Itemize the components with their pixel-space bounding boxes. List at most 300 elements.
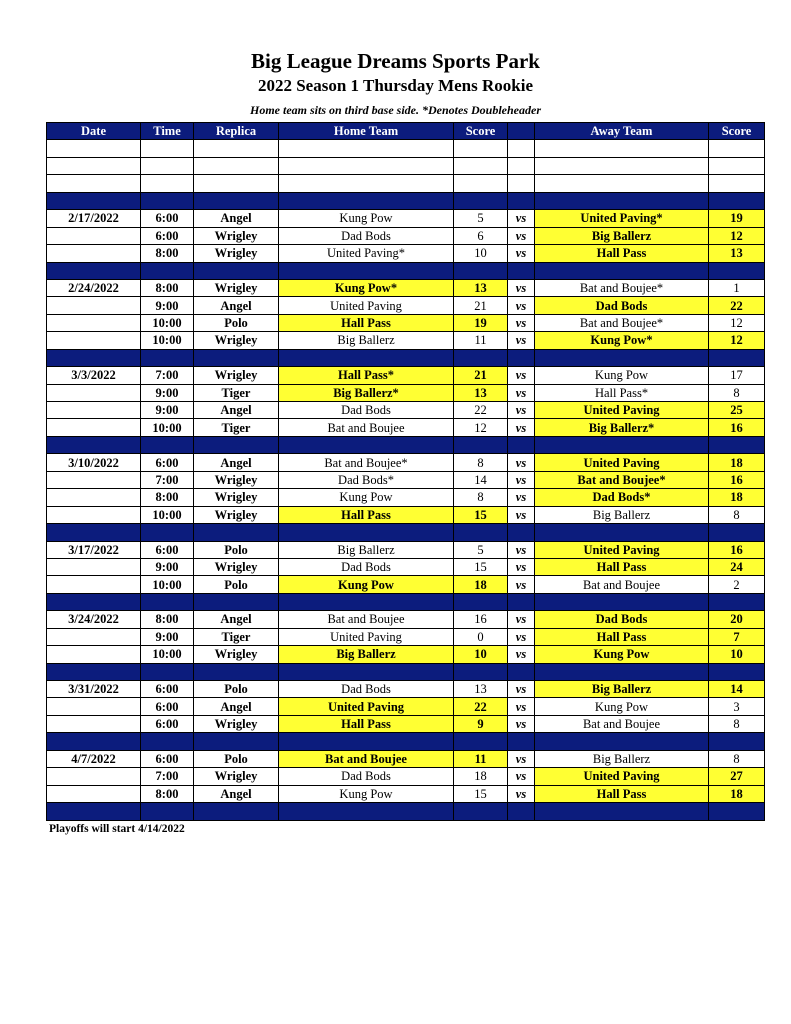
separator-cell [141, 524, 194, 541]
separator-cell [454, 593, 508, 610]
game-date [47, 419, 141, 436]
away-team: Dad Bods* [535, 489, 709, 506]
away-score: 19 [709, 210, 765, 227]
week-separator-row [47, 524, 765, 541]
game-date [47, 646, 141, 663]
home-team: Kung Pow [279, 785, 454, 802]
game-field: Polo [194, 750, 279, 767]
vs-label: vs [508, 681, 535, 698]
home-team: United Paving [279, 297, 454, 314]
game-field: Angel [194, 454, 279, 471]
away-team: Kung Pow [535, 646, 709, 663]
away-score: 14 [709, 681, 765, 698]
vs-label: vs [508, 611, 535, 628]
separator-cell [141, 192, 194, 209]
separator-cell [508, 436, 535, 453]
game-time: 8:00 [141, 489, 194, 506]
game-time: 6:00 [141, 210, 194, 227]
separator-cell [454, 733, 508, 750]
away-team: Bat and Boujee* [535, 314, 709, 331]
home-score: 13 [454, 279, 508, 296]
home-score: 11 [454, 332, 508, 349]
separator-cell [535, 803, 709, 820]
game-time: 7:00 [141, 367, 194, 384]
away-score: 7 [709, 628, 765, 645]
vs-label: vs [508, 279, 535, 296]
blank-cell [194, 157, 279, 174]
home-score: 15 [454, 785, 508, 802]
home-team: United Paving [279, 698, 454, 715]
home-score: 5 [454, 210, 508, 227]
vs-label: vs [508, 367, 535, 384]
separator-cell [454, 803, 508, 820]
separator-cell [194, 436, 279, 453]
game-row [47, 715, 765, 732]
separator-cell [141, 262, 194, 279]
away-team: Kung Pow* [535, 332, 709, 349]
separator-cell [508, 803, 535, 820]
game-row [47, 471, 765, 488]
blank-cell [454, 140, 508, 157]
game-field: Wrigley [194, 227, 279, 244]
blank-cell [535, 157, 709, 174]
blank-cell [141, 140, 194, 157]
game-date: 2/17/2022 [47, 210, 141, 227]
separator-cell [535, 593, 709, 610]
game-time: 6:00 [141, 715, 194, 732]
game-date [47, 715, 141, 732]
separator-cell [194, 349, 279, 366]
game-time: 6:00 [141, 541, 194, 558]
separator-cell [47, 593, 141, 610]
separator-cell [47, 349, 141, 366]
vs-label: vs [508, 419, 535, 436]
blank-cell [279, 157, 454, 174]
away-score: 2 [709, 576, 765, 593]
game-date: 3/3/2022 [47, 367, 141, 384]
game-field: Wrigley [194, 768, 279, 785]
game-time: 10:00 [141, 419, 194, 436]
separator-cell [454, 436, 508, 453]
game-field: Wrigley [194, 715, 279, 732]
home-team: Hall Pass [279, 506, 454, 523]
game-time: 7:00 [141, 768, 194, 785]
game-field: Wrigley [194, 506, 279, 523]
game-time: 7:00 [141, 471, 194, 488]
game-field: Wrigley [194, 279, 279, 296]
game-time: 9:00 [141, 297, 194, 314]
separator-cell [709, 663, 765, 680]
game-field: Angel [194, 402, 279, 419]
vs-label: vs [508, 402, 535, 419]
game-field: Wrigley [194, 367, 279, 384]
game-time: 9:00 [141, 558, 194, 575]
home-score: 8 [454, 489, 508, 506]
game-date [47, 314, 141, 331]
game-time: 10:00 [141, 576, 194, 593]
home-score: 15 [454, 506, 508, 523]
game-row [47, 384, 765, 401]
game-row [47, 489, 765, 506]
separator-cell [508, 524, 535, 541]
game-row [47, 541, 765, 558]
playoffs-note: Playoffs will start 4/14/2022 [49, 823, 185, 835]
blank-cell [279, 175, 454, 192]
game-date: 3/31/2022 [47, 681, 141, 698]
separator-cell [47, 262, 141, 279]
blank-cell [535, 175, 709, 192]
blank-cell [709, 175, 765, 192]
home-team: Dad Bods* [279, 471, 454, 488]
game-date [47, 245, 141, 262]
away-score: 13 [709, 245, 765, 262]
separator-cell [279, 349, 454, 366]
blank-cell [141, 157, 194, 174]
away-team: Hall Pass [535, 558, 709, 575]
away-score: 3 [709, 698, 765, 715]
vs-label: vs [508, 210, 535, 227]
away-score: 12 [709, 227, 765, 244]
game-date [47, 558, 141, 575]
game-time: 6:00 [141, 750, 194, 767]
blank-row [47, 140, 765, 157]
game-row [47, 611, 765, 628]
away-team: Hall Pass [535, 245, 709, 262]
home-team: Kung Pow [279, 210, 454, 227]
separator-cell [535, 192, 709, 209]
blank-cell [535, 140, 709, 157]
blank-cell [47, 140, 141, 157]
vs-label: vs [508, 471, 535, 488]
home-team: Dad Bods [279, 768, 454, 785]
home-score: 16 [454, 611, 508, 628]
game-date [47, 297, 141, 314]
away-team: United Paving [535, 541, 709, 558]
away-team: Hall Pass [535, 785, 709, 802]
separator-cell [47, 803, 141, 820]
blank-cell [47, 157, 141, 174]
game-row [47, 750, 765, 767]
game-row [47, 245, 765, 262]
game-field: Wrigley [194, 332, 279, 349]
away-team: Big Ballerz [535, 506, 709, 523]
vs-label: vs [508, 227, 535, 244]
game-field: Wrigley [194, 558, 279, 575]
away-team: Hall Pass [535, 628, 709, 645]
home-team: Bat and Boujee* [279, 454, 454, 471]
away-team: Bat and Boujee* [535, 279, 709, 296]
page-subtitle: 2022 Season 1 Thursday Mens Rookie [257, 76, 534, 95]
separator-cell [141, 733, 194, 750]
game-time: 9:00 [141, 628, 194, 645]
home-score: 5 [454, 541, 508, 558]
away-score: 8 [709, 506, 765, 523]
week-separator-row [47, 593, 765, 610]
vs-label: vs [508, 750, 535, 767]
separator-cell [535, 663, 709, 680]
separator-cell [709, 733, 765, 750]
away-score: 18 [709, 489, 765, 506]
game-field: Angel [194, 785, 279, 802]
game-field: Wrigley [194, 489, 279, 506]
separator-cell [194, 663, 279, 680]
separator-cell [279, 436, 454, 453]
home-score: 18 [454, 768, 508, 785]
home-team: Dad Bods [279, 681, 454, 698]
separator-cell [194, 803, 279, 820]
blank-cell [141, 175, 194, 192]
home-score: 9 [454, 715, 508, 732]
blank-cell [454, 157, 508, 174]
separator-cell [279, 803, 454, 820]
week-separator-row [47, 803, 765, 820]
game-row [47, 367, 765, 384]
blank-cell [709, 157, 765, 174]
game-field: Wrigley [194, 471, 279, 488]
game-time: 8:00 [141, 245, 194, 262]
home-team: Big Ballerz* [279, 384, 454, 401]
vs-label: vs [508, 314, 535, 331]
game-field: Tiger [194, 419, 279, 436]
away-score: 24 [709, 558, 765, 575]
game-row [47, 419, 765, 436]
separator-cell [279, 663, 454, 680]
away-team: United Paving* [535, 210, 709, 227]
separator-cell [454, 192, 508, 209]
away-score: 16 [709, 419, 765, 436]
game-date: 3/24/2022 [47, 611, 141, 628]
game-field: Polo [194, 576, 279, 593]
blank-cell [194, 140, 279, 157]
game-field: Wrigley [194, 245, 279, 262]
blank-cell [47, 175, 141, 192]
separator-cell [279, 262, 454, 279]
home-score: 10 [454, 245, 508, 262]
game-date [47, 227, 141, 244]
blank-cell [508, 140, 535, 157]
game-field: Tiger [194, 628, 279, 645]
away-team: United Paving [535, 768, 709, 785]
away-score: 1 [709, 279, 765, 296]
away-team: Bat and Boujee [535, 715, 709, 732]
game-row [47, 332, 765, 349]
away-score: 16 [709, 471, 765, 488]
game-row [47, 210, 765, 227]
blank-cell [279, 140, 454, 157]
header-row [47, 123, 765, 140]
game-time: 8:00 [141, 279, 194, 296]
week-separator-row [47, 192, 765, 209]
game-date: 3/10/2022 [47, 454, 141, 471]
separator-cell [279, 524, 454, 541]
vs-label: vs [508, 698, 535, 715]
blank-cell [709, 140, 765, 157]
home-team: Kung Pow [279, 576, 454, 593]
away-score: 16 [709, 541, 765, 558]
separator-cell [709, 803, 765, 820]
separator-cell [454, 262, 508, 279]
game-field: Polo [194, 541, 279, 558]
separator-cell [508, 733, 535, 750]
away-score: 17 [709, 367, 765, 384]
separator-cell [141, 803, 194, 820]
separator-cell [194, 524, 279, 541]
separator-cell [454, 663, 508, 680]
game-time: 9:00 [141, 384, 194, 401]
separator-cell [141, 436, 194, 453]
home-team: Bat and Boujee [279, 611, 454, 628]
home-score: 14 [454, 471, 508, 488]
game-date [47, 698, 141, 715]
game-time: 10:00 [141, 646, 194, 663]
away-score: 10 [709, 646, 765, 663]
home-score: 21 [454, 297, 508, 314]
away-team: Big Ballerz [535, 227, 709, 244]
separator-cell [47, 436, 141, 453]
vs-label: vs [508, 332, 535, 349]
blank-row [47, 175, 765, 192]
game-row [47, 454, 765, 471]
separator-cell [535, 349, 709, 366]
vs-label: vs [508, 297, 535, 314]
home-team: United Paving [279, 628, 454, 645]
home-team: Dad Bods [279, 558, 454, 575]
separator-cell [535, 733, 709, 750]
home-score: 22 [454, 402, 508, 419]
away-score: 8 [709, 750, 765, 767]
home-team: Bat and Boujee [279, 750, 454, 767]
home-team: Big Ballerz [279, 332, 454, 349]
week-separator-row [47, 436, 765, 453]
separator-cell [194, 593, 279, 610]
vs-label: vs [508, 454, 535, 471]
home-score: 21 [454, 367, 508, 384]
separator-cell [194, 733, 279, 750]
separator-cell [508, 663, 535, 680]
vs-label: vs [508, 489, 535, 506]
home-team: Kung Pow* [279, 279, 454, 296]
game-date [47, 576, 141, 593]
week-separator-row [47, 349, 765, 366]
game-field: Tiger [194, 384, 279, 401]
separator-cell [508, 262, 535, 279]
separator-cell [194, 192, 279, 209]
home-score: 18 [454, 576, 508, 593]
blank-cell [508, 175, 535, 192]
home-team: Bat and Boujee [279, 419, 454, 436]
game-date [47, 768, 141, 785]
separator-cell [535, 262, 709, 279]
blank-cell [454, 175, 508, 192]
game-time: 6:00 [141, 681, 194, 698]
away-score: 8 [709, 384, 765, 401]
column-header: Score [454, 123, 508, 140]
away-team: Bat and Boujee [535, 576, 709, 593]
game-field: Polo [194, 681, 279, 698]
game-date [47, 471, 141, 488]
home-score: 11 [454, 750, 508, 767]
game-time: 6:00 [141, 454, 194, 471]
column-header [508, 123, 535, 140]
game-row [47, 279, 765, 296]
separator-cell [535, 524, 709, 541]
away-team: Bat and Boujee* [535, 471, 709, 488]
game-row [47, 646, 765, 663]
game-field: Polo [194, 314, 279, 331]
game-field: Angel [194, 698, 279, 715]
game-time: 10:00 [141, 506, 194, 523]
game-time: 10:00 [141, 314, 194, 331]
vs-label: vs [508, 245, 535, 262]
away-team: Hall Pass* [535, 384, 709, 401]
home-score: 10 [454, 646, 508, 663]
home-team: Kung Pow [279, 489, 454, 506]
game-field: Angel [194, 611, 279, 628]
separator-cell [709, 192, 765, 209]
away-score: 18 [709, 785, 765, 802]
game-field: Angel [194, 297, 279, 314]
game-date [47, 628, 141, 645]
game-date: 2/24/2022 [47, 279, 141, 296]
separator-cell [709, 524, 765, 541]
column-header: Home Team [279, 123, 454, 140]
column-header: Away Team [535, 123, 709, 140]
game-date [47, 506, 141, 523]
home-team: Hall Pass [279, 715, 454, 732]
game-row [47, 314, 765, 331]
schedule-table [46, 122, 765, 821]
away-score: 22 [709, 297, 765, 314]
home-team: Dad Bods [279, 402, 454, 419]
game-field: Angel [194, 210, 279, 227]
game-time: 8:00 [141, 611, 194, 628]
separator-cell [709, 349, 765, 366]
separator-cell [709, 593, 765, 610]
home-team: United Paving* [279, 245, 454, 262]
away-team: United Paving [535, 454, 709, 471]
separator-cell [279, 192, 454, 209]
game-row [47, 576, 765, 593]
vs-label: vs [508, 576, 535, 593]
away-team: Dad Bods [535, 297, 709, 314]
week-separator-row [47, 663, 765, 680]
home-score: 12 [454, 419, 508, 436]
separator-cell [47, 192, 141, 209]
game-time: 9:00 [141, 402, 194, 419]
away-score: 12 [709, 314, 765, 331]
column-header: Replica [194, 123, 279, 140]
game-date [47, 489, 141, 506]
away-score: 8 [709, 715, 765, 732]
vs-label: vs [508, 558, 535, 575]
home-team: Big Ballerz [279, 646, 454, 663]
game-time: 10:00 [141, 332, 194, 349]
home-team: Dad Bods [279, 227, 454, 244]
blank-cell [194, 175, 279, 192]
away-team: Big Ballerz [535, 681, 709, 698]
vs-label: vs [508, 628, 535, 645]
home-score: 8 [454, 454, 508, 471]
game-date [47, 402, 141, 419]
vs-label: vs [508, 541, 535, 558]
away-team: Big Ballerz* [535, 419, 709, 436]
separator-cell [47, 524, 141, 541]
separator-cell [279, 733, 454, 750]
game-time: 6:00 [141, 227, 194, 244]
separator-cell [508, 593, 535, 610]
vs-label: vs [508, 768, 535, 785]
separator-cell [141, 663, 194, 680]
